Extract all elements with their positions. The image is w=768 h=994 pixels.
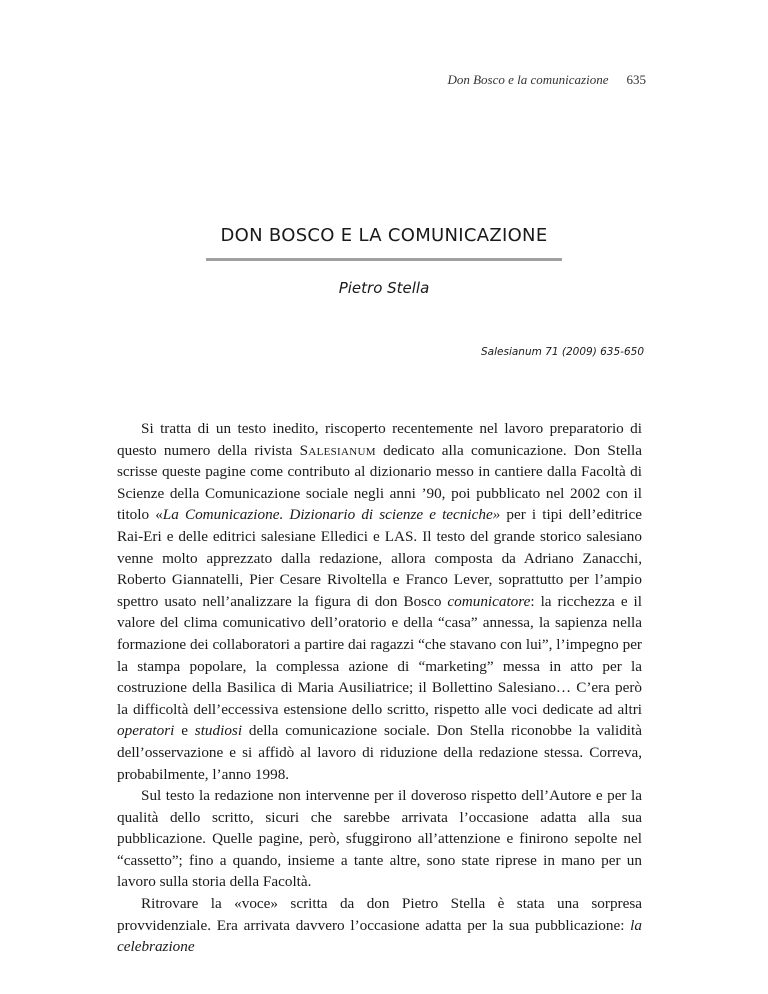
paragraph-1 <box>117 418 642 785</box>
paragraph-2: Sul testo la redazione non intervenne per il doveroso rispetto dell’Autore e per la qualità dello scritto, sicuri che sarebbe arrivata l’occasione adatta alla sua pubblicazione. Quelle pagine, però, sfuggirono all’attenzione e finirono sepolte nel “cassetto”; fino a quando, insieme a tante altre, sono state riprese in mano per un lavoro sulla storia della Facoltà. <box>117 787 642 891</box>
journal-citation: Salesianum 71 (2009) 635-650 <box>481 346 644 358</box>
page-number: 635 <box>626 72 646 87</box>
paragraph-1-text-e: e <box>174 722 195 740</box>
emphasis-celebrazione: la celebrazione <box>117 916 642 956</box>
emphasis-operatori: operatori <box>117 722 175 740</box>
paragraph-3-text-a: Ritrovare la «voce» scritta da don Pietro Stella è stata una sorpresa provvidenziale. Era arrivata davvero l’occasione adatta per la sua pubblicazione: <box>117 895 642 934</box>
book-title: La Comunicazione. Dizionario di scienze e tecniche» <box>162 506 501 524</box>
paragraph-1-text-c: per i tipi dell’editrice Rai-Eri e delle editrici salesiane Elledici e LAS. Il testo del grande storico salesiano venne molto apprezzato dalla redazione, allora composta da Adriano Zanacchi, Roberto Giannatelli, Pier Cesare Rivoltella e Franco Lever, soprattutto per l’ampio spettro usato nell’analizzare la figura di don Bosco <box>117 506 642 610</box>
paragraph-1-text-f: della comunicazione sociale. Don Stella riconobbe la validità dell’osservazione e si affidò al lavoro di riduzione della redazione stessa. Correva, probabilmente, l’anno 1998. <box>117 722 642 783</box>
running-title: Don Bosco e la comunicazione <box>447 72 609 87</box>
journal-name: Salesianum <box>299 441 376 459</box>
article-body <box>117 418 642 958</box>
article-title: DON BOSCO E LA COMUNICAZIONE <box>220 225 548 246</box>
paragraph-3 <box>117 893 642 958</box>
paragraph-1-text-b: dedicato alla comunicazione. Don Stella scrisse queste pagine come contributo al dizionario messo in cantiere dalla Facoltà di Scienze della Comunicazione sociale negli anni ’90, poi pubblicato nel 2002 con il titolo « <box>117 441 642 524</box>
paragraph-1-text-a: Si tratta di un testo inedito, riscoperto recentemente nel lavoro preparatorio di questo numero della rivista <box>117 420 642 459</box>
emphasis-studiosi: studiosi <box>194 722 243 740</box>
article-author: Pietro Stella <box>338 279 430 297</box>
running-head <box>447 72 646 88</box>
paragraph-1-text-d: : la ricchezza e il valore del clima comunicativo dell’oratorio e della “casa” annessa, la sapienza nella formazione dei collaboratori a partire dai ragazzi “che stavano con lui”, l’impegno per la stampa popolare, la complessa azione di “marketing” messa in atto per la costruzione della Basilica di Maria Ausiliatrice; il Bollettino Salesiano… C’era però la difficoltà dell’eccessiva estensione dello scritto, rispetto alle voci dedicate ad altri <box>117 592 642 718</box>
emphasis-comunicatore: comunicatore <box>447 592 531 610</box>
title-divider <box>206 258 562 261</box>
